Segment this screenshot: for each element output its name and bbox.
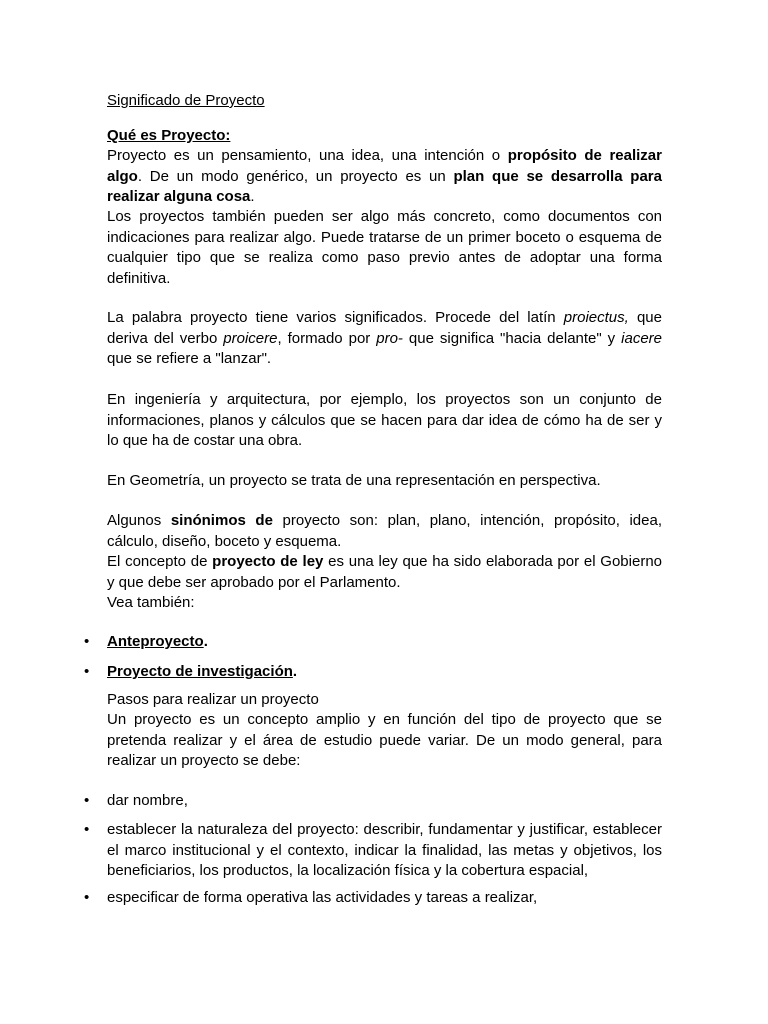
paragraph-engineering: En ingeniería y arquitectura, por ejemplo, los proyectos son un conjunto de informaciones, planos y cálculos que se hacen para dar idea de cómo ha de ser y lo que ha de costar una obra. [107,391,662,449]
paragraph-geometry: En Geometría, un proyecto se trata de una representación en perspectiva. [107,472,601,489]
paragraph-etymology: La palabra proyecto tiene varios significados. Procede del latín proiectus, que deriva del verbo proicere, formado por pro- que significa "hacia delante" y iacere que se refiere a "lanzar". [107,309,662,367]
link-anteproyecto[interactable]: Anteproyecto [107,633,204,650]
steps-title: Pasos para realizar un proyecto [107,691,319,708]
list-item: especificar de forma operativa las actividades y tareas a realizar, [107,889,538,906]
bullet-marker: • [84,663,90,680]
bullet-marker: • [84,633,90,650]
bullet-marker: • [84,792,90,809]
link-proyecto-de-investigacion[interactable]: Proyecto de investigación [107,663,293,680]
see-also-label: Vea también: [107,594,195,611]
paragraph-synonyms: Algunos sinónimos de proyecto son: plan, plano, intención, propósito, idea, cálculo, diseño, boceto y esquema. [107,512,662,550]
paragraph-definition: Proyecto es un pensamiento, una idea, una intención o propósito de realizar algo. De un modo genérico, un proyecto es un plan que se desarrolla para realizar alguna cosa. [107,147,662,205]
list-item: dar nombre, [107,792,188,809]
paragraph-concrete: Los proyectos también pueden ser algo más concreto, como documentos con indicaciones para realizar algo. Puede tratarse de un primer boceto o esquema de cualquier tipo que se realiza como paso previo antes de adoptar una forma definitiva. [107,208,662,287]
paragraph-law: El concepto de proyecto de ley es una ley que ha sido elaborada por el Gobierno y que debe ser aprobado por el Parlamento. [107,553,662,591]
section-heading: Qué es Proyecto: [107,127,231,144]
link-item: Proyecto de investigación. [107,663,298,680]
bullet-marker: • [84,821,90,838]
bullet-marker: • [84,889,90,906]
steps-intro: Un proyecto es un concepto amplio y en función del tipo de proyecto que se pretenda realizar y el área de estudio puede variar. De un modo general, para realizar un proyecto se debe: [107,711,662,769]
list-item: establecer la naturaleza del proyecto: describir, fundamentar y justificar, establecer el marco institucional y el contexto, indicar la finalidad, las metas y objetivos, los beneficiarios, los productos, la localización física y la cobertura espacial, [107,821,662,879]
page-title: Significado de Proyecto [107,92,265,109]
link-item: Anteproyecto. [107,633,208,650]
